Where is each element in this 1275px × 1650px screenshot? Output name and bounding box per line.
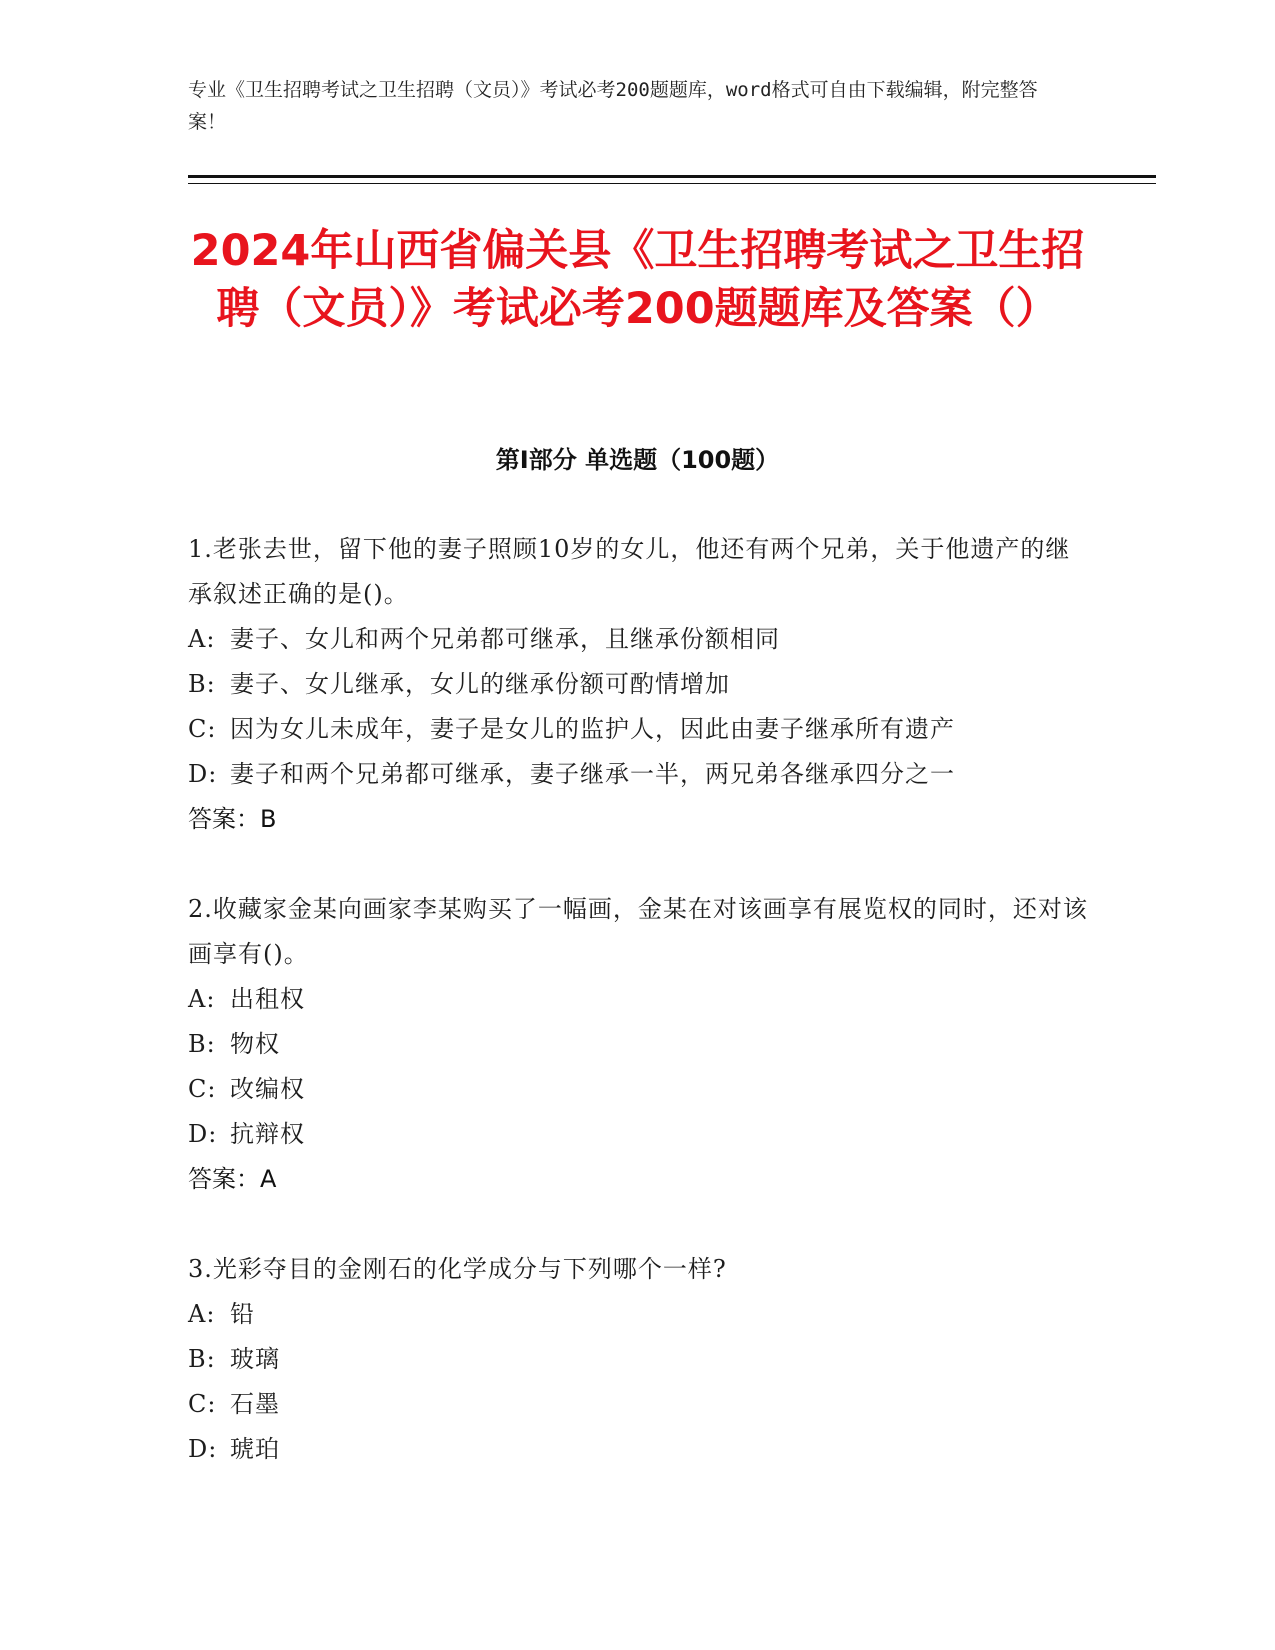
option-key: D: bbox=[188, 1120, 218, 1148]
question-item bbox=[188, 1247, 1088, 1472]
option-d bbox=[188, 1427, 1088, 1472]
answer-line: 答案：A bbox=[188, 1165, 277, 1193]
question-stem: 3.光彩夺目的金刚石的化学成分与下列哪个一样? bbox=[188, 1255, 727, 1283]
option-key: D: bbox=[188, 1435, 218, 1463]
question-stem: 2.收藏家金某向画家李某购买了一幅画，金某在对该画享有展览权的同时，还对该画享有()。 bbox=[188, 895, 1088, 968]
option-b bbox=[188, 662, 1088, 707]
option-text: 铅 bbox=[230, 1300, 255, 1328]
option-a bbox=[188, 977, 1088, 1022]
option-text: 玻璃 bbox=[230, 1345, 280, 1373]
answer-line: 答案：B bbox=[188, 805, 277, 833]
section-title: 第Ⅰ部分 单选题（100题） bbox=[495, 446, 780, 474]
option-key: A: bbox=[188, 1300, 216, 1328]
header-note: 专业《卫生招聘考试之卫生招聘（文员）》考试必考200题题库，word格式可自由下载编辑，附完整答案！ bbox=[188, 79, 1038, 133]
option-a bbox=[188, 1292, 1088, 1337]
option-c bbox=[188, 707, 1088, 752]
option-d bbox=[188, 752, 1088, 797]
option-d bbox=[188, 1112, 1088, 1157]
question-item bbox=[188, 527, 1088, 842]
option-key: B: bbox=[188, 1345, 216, 1373]
option-text: 出租权 bbox=[230, 985, 305, 1013]
option-c bbox=[188, 1067, 1088, 1112]
option-a bbox=[188, 617, 1088, 662]
option-c bbox=[188, 1382, 1088, 1427]
option-key: B: bbox=[188, 670, 216, 698]
question-stem: 1.老张去世，留下他的妻子照顾10岁的女儿，他还有两个兄弟，关于他遗产的继承叙述正确的是()。 bbox=[188, 535, 1071, 608]
option-text: 因为女儿未成年，妻子是女儿的监护人，因此由妻子继承所有遗产 bbox=[230, 715, 955, 743]
header-divider-thick bbox=[188, 175, 1156, 178]
option-key: D: bbox=[188, 760, 218, 788]
option-key: C: bbox=[188, 1075, 217, 1103]
option-key: A: bbox=[188, 985, 216, 1013]
option-text: 改编权 bbox=[230, 1075, 305, 1103]
option-text: 石墨 bbox=[230, 1390, 280, 1418]
option-text: 妻子、女儿继承，女儿的继承份额可酌情增加 bbox=[230, 670, 730, 698]
option-key: A: bbox=[188, 625, 216, 653]
option-b bbox=[188, 1022, 1088, 1067]
document-title: 2024年山西省偏关县《卫生招聘考试之卫生招聘（文员）》考试必考200题题库及答案（） bbox=[190, 226, 1085, 334]
option-text: 物权 bbox=[230, 1030, 280, 1058]
question-list bbox=[188, 527, 1088, 1517]
option-key: C: bbox=[188, 715, 217, 743]
option-text: 妻子和两个兄弟都可继承，妻子继承一半，两兄弟各继承四分之一 bbox=[230, 760, 955, 788]
option-key: C: bbox=[188, 1390, 217, 1418]
header-divider-thin bbox=[188, 183, 1156, 184]
question-item bbox=[188, 887, 1088, 1202]
option-b bbox=[188, 1337, 1088, 1382]
option-text: 琥珀 bbox=[230, 1435, 280, 1463]
option-key: B: bbox=[188, 1030, 216, 1058]
option-text: 妻子、女儿和两个兄弟都可继承，且继承份额相同 bbox=[230, 625, 780, 653]
option-text: 抗辩权 bbox=[230, 1120, 305, 1148]
